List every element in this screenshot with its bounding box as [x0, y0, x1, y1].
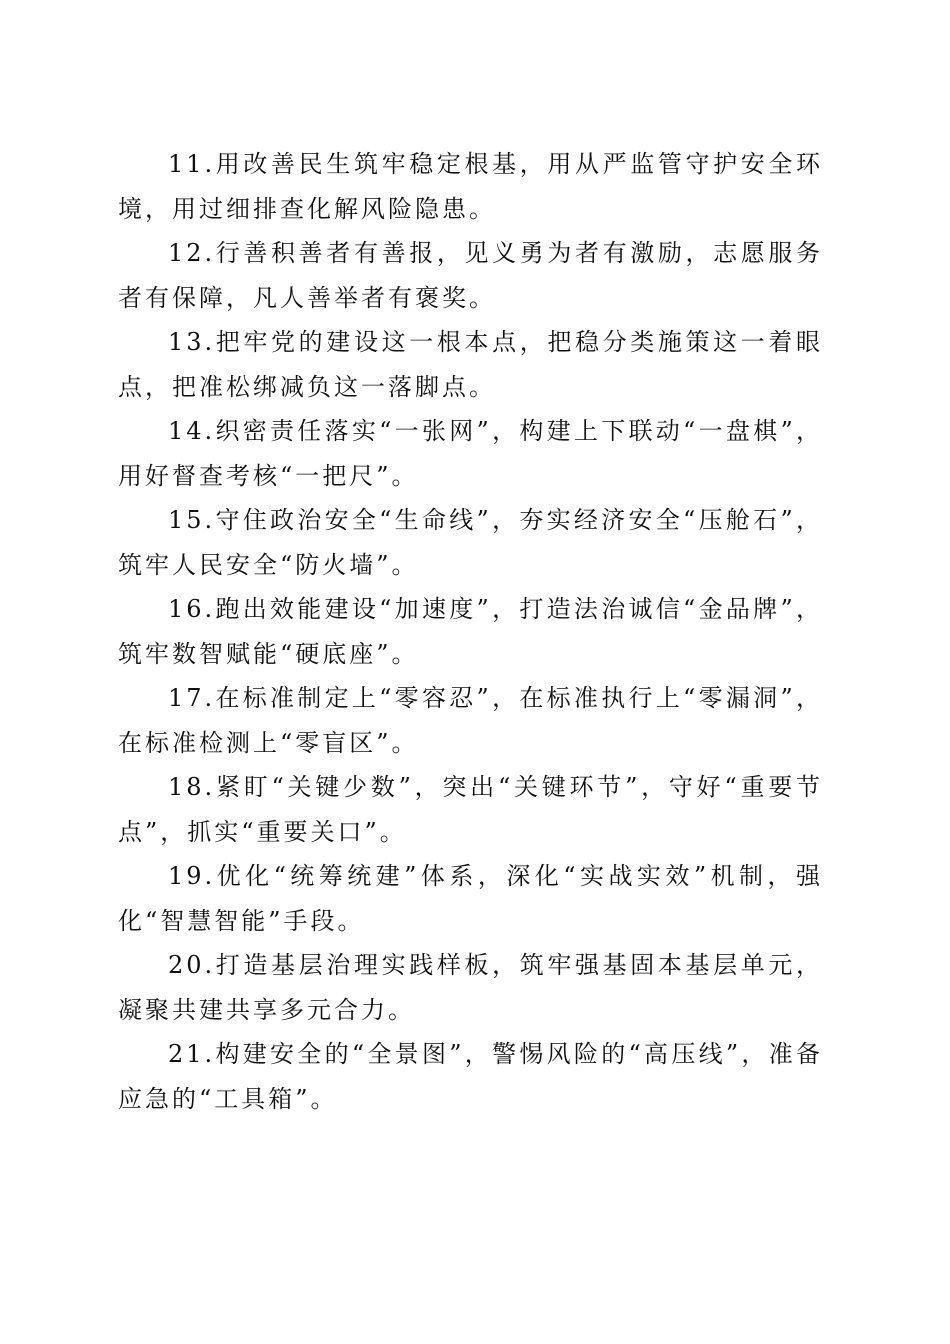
paragraph-13: 13.把牢党的建设这一根本点，把稳分类施策这一着眼点，把准松绑减负这一落脚点。: [118, 328, 823, 401]
paragraph-11: 11.用改善民生筑牢稳定根基，用从严监管守护安全环境，用过细排查化解风险隐患。: [118, 150, 823, 223]
paragraph-15: 15.守住政治安全“生命线”，夯实经济安全“压舱石”，筑牢人民安全“防火墙”。: [118, 506, 823, 579]
paragraph-19: 19.优化“统筹统建”体系，深化“实战实效”机制，强化“智慧智能”手段。: [118, 862, 823, 935]
paragraph-16: 16.跑出效能建设“加速度”，打造法治诚信“金品牌”，筑牢数智赋能“硬底座”。: [118, 595, 823, 668]
paragraph-12: 12.行善积善者有善报，见义勇为者有激励，志愿服务者有保障，凡人善举者有褒奖。: [118, 239, 823, 312]
paragraph-14: 14.织密责任落实“一张网”，构建上下联动“一盘棋”，用好督查考核“一把尺”。: [118, 417, 823, 490]
document-body: [118, 142, 823, 1121]
paragraph-21: 21.构建安全的“全景图”，警惕风险的“高压线”，准备应急的“工具箱”。: [118, 1040, 823, 1113]
paragraph-20: 20.打造基层治理实践样板，筑牢强基固本基层单元，凝聚共建共享多元合力。: [118, 951, 823, 1024]
paragraph-17: 17.在标准制定上“零容忍”，在标准执行上“零漏洞”，在标准检测上“零盲区”。: [118, 684, 823, 757]
paragraph-18: 18.紧盯“关键少数”，突出“关键环节”，守好“重要节点”，抓实“重要关口”。: [118, 773, 823, 846]
